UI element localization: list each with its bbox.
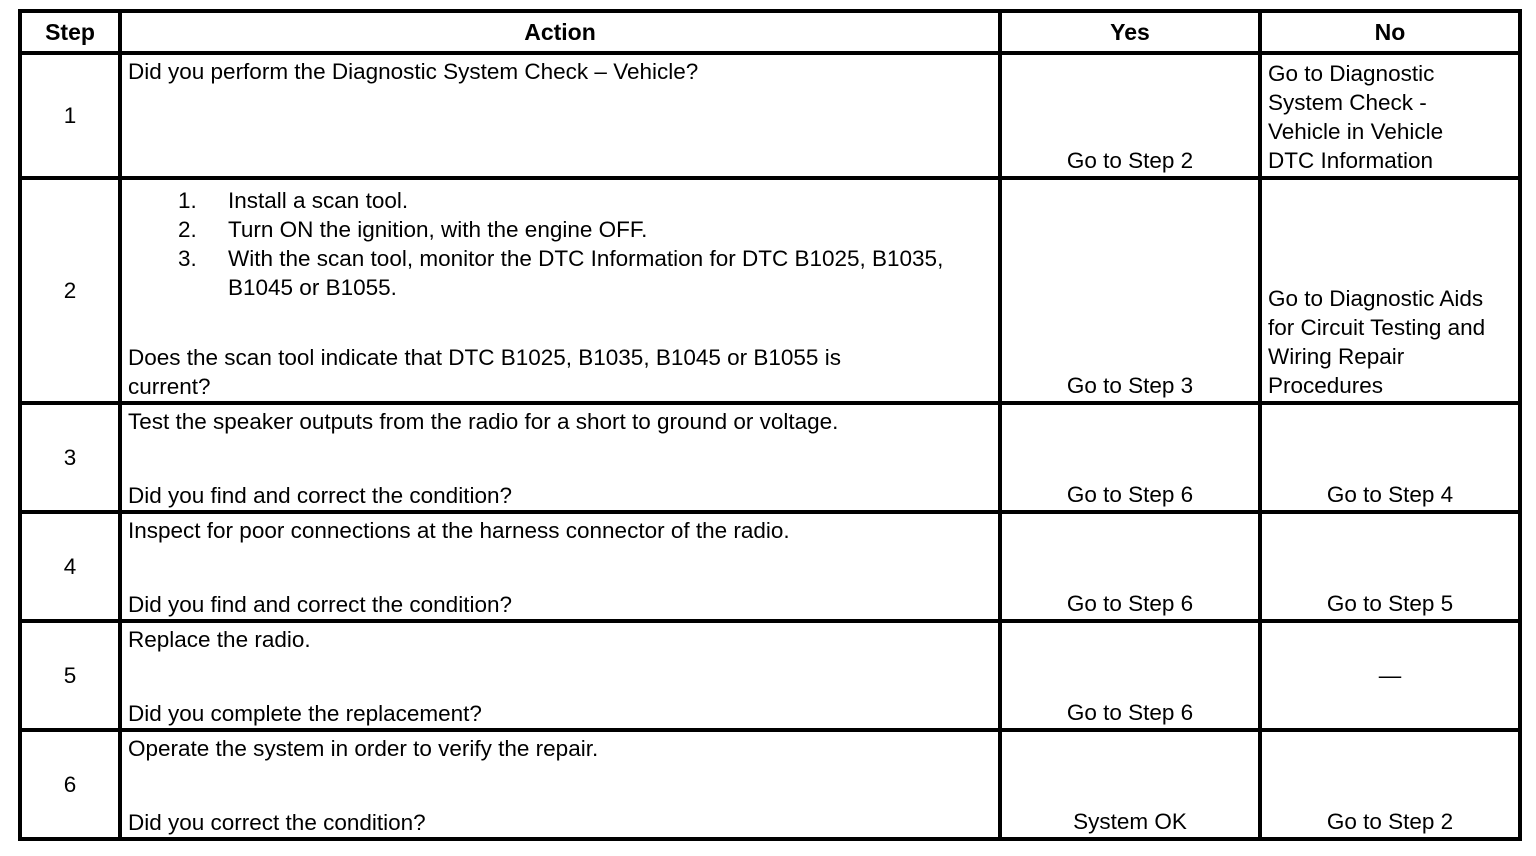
step-number: 3 <box>20 403 120 512</box>
action-cell <box>120 53 1000 178</box>
question-text: Did you find and correct the condition? <box>128 592 512 617</box>
no-cell: — <box>1260 621 1520 730</box>
header-yes: Yes <box>1000 11 1260 53</box>
action-cell <box>120 730 1000 839</box>
step-number: 1 <box>20 53 120 178</box>
action-text: Replace the radio. <box>128 627 311 652</box>
list-item: 2. Turn ON the ignition, with the engine OFF. <box>178 217 648 242</box>
header-step: Step <box>20 11 120 53</box>
table-row <box>20 178 1520 403</box>
no-cell: Go to Step 2 <box>1260 730 1520 839</box>
no-cell: Go to Diagnostic Aids for Circuit Testing and Wiring Repair Procedures <box>1260 178 1520 403</box>
question-text: Did you find and correct the condition? <box>128 483 512 508</box>
action-text: Did you perform the Diagnostic System Check – Vehicle? <box>128 59 699 84</box>
no-cell: Go to Diagnostic System Check - Vehicle in Vehicle DTC Information <box>1260 53 1520 178</box>
action-text: Operate the system in order to verify the repair. <box>128 736 599 761</box>
diagnostic-table <box>18 9 1522 841</box>
list-item: 3. With the scan tool, monitor the DTC Information for DTC B1025, B1035, B1045 or B1055. <box>178 246 944 300</box>
step-number: 5 <box>20 621 120 730</box>
action-cell <box>120 403 1000 512</box>
table-row <box>20 403 1520 512</box>
action-text: Test the speaker outputs from the radio for a short to ground or voltage. <box>128 409 839 434</box>
list-item: 1. Install a scan tool. <box>178 188 409 213</box>
table-row <box>20 53 1520 178</box>
question-text: Did you correct the condition? <box>128 810 426 835</box>
yes-cell: Go to Step 6 <box>1000 403 1260 512</box>
table-row <box>20 621 1520 730</box>
action-cell <box>120 512 1000 621</box>
step-number: 6 <box>20 730 120 839</box>
yes-cell: Go to Step 2 <box>1000 53 1260 178</box>
yes-cell: Go to Step 6 <box>1000 512 1260 621</box>
yes-cell: System OK <box>1000 730 1260 839</box>
action-cell <box>120 621 1000 730</box>
step-number: 4 <box>20 512 120 621</box>
header-action: Action <box>120 11 1000 53</box>
yes-cell: Go to Step 6 <box>1000 621 1260 730</box>
step-number: 2 <box>20 178 120 403</box>
no-cell: Go to Step 5 <box>1260 512 1520 621</box>
header-row <box>20 11 1520 53</box>
action-cell <box>120 178 1000 403</box>
yes-cell: Go to Step 3 <box>1000 178 1260 403</box>
header-no: No <box>1260 11 1520 53</box>
no-cell: Go to Step 4 <box>1260 403 1520 512</box>
question-text: Did you complete the replacement? <box>128 701 482 726</box>
action-text: Inspect for poor connections at the harness connector of the radio. <box>128 518 790 543</box>
table-row <box>20 730 1520 839</box>
question-text: Does the scan tool indicate that DTC B1025, B1035, B1045 or B1055 is current? <box>128 345 841 399</box>
instruction-list <box>128 186 998 302</box>
table-row <box>20 512 1520 621</box>
